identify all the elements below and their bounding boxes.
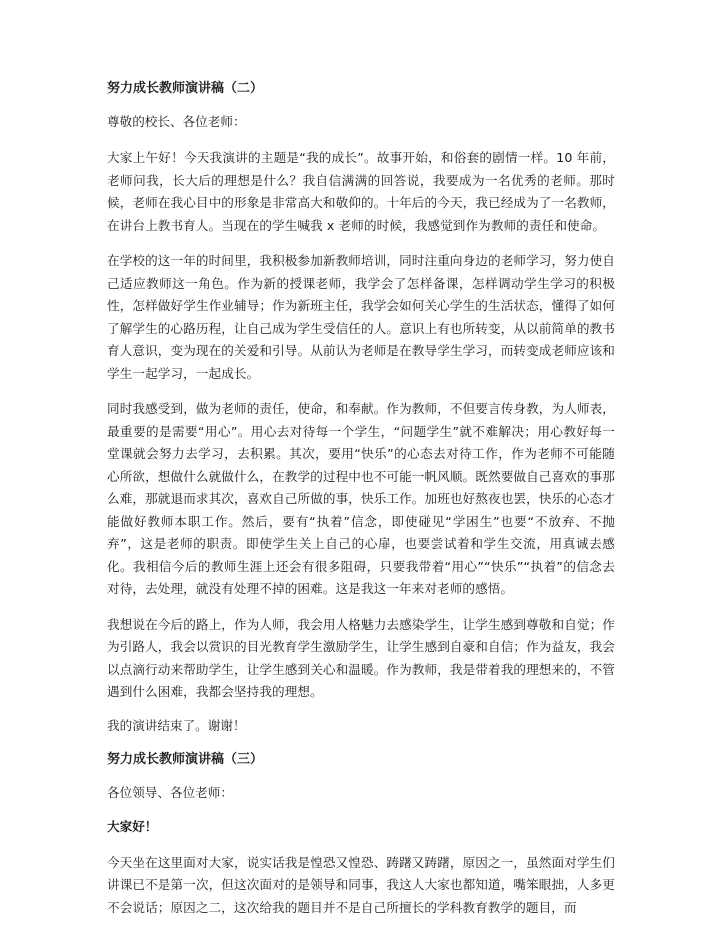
greeting-3: 各位领导、各位老师： xyxy=(107,784,233,800)
paragraph-3-1: 今天坐在这里面对大家，说实话我是惶恐又惶恐、踌躇又踌躇，原因之一，虽然面对学生们讲课已不是第一次，但这次面对的是领导和同事，我这人大家也都知道，嘴笨眼拙，人多更不会说话；原因之二，这次给我的题目并不是自己所擅长的学科教育教学的题目，而 xyxy=(107,854,615,915)
document-page xyxy=(107,80,615,932)
hello-3: 大家好！ xyxy=(107,818,158,834)
speech-title-3: 努力成长教师演讲稿（三） xyxy=(107,751,264,767)
paragraph-2-3: 同时我感受到，做为老师的责任，使命，和奉献。作为教师，不但要言传身教，为人师表，最重要的是需要“用心”。用心去对待每一个学生，“问题学生”就不难解决；用心教好每一堂课就会努力去学习，去积累。其次，要用“快乐”的心态去对待工作，作为老师不可能随心所欲，想做什么就做什么，在教学的过程中也不可能一帆风顺。既然要做自己喜欢的事那么难，那就退而求其次，喜欢自己所做的事，快乐工作。加班也好熬夜也罢，快乐的心态才能做好教师本职工作。然后，要有“执着”信念，即使碰见“学困生”也要“不放弃、不抛弃”，这是老师的职责。即使学生关上自己的心扉，也要尝试着和学生交流，用真诚去感化。我相信今后的教师生涯上还会有很多阻碍，只要我带着“用心”“快乐”“执着”的信念去对待，去处理，就没有处理不掉的困难。这是我这一年来对老师的感悟。 xyxy=(107,401,615,596)
greeting-2: 尊敬的校长、各位老师： xyxy=(107,114,246,129)
paragraph-2-4: 我想说在今后的路上，作为人师，我会用人格魅力去感染学生，让学生感到尊敬和自觉；作为引路人，我会以赏识的目光教育学生激励学生，让学生感到自豪和自信；作为益友，我会以点滴行动来帮助学生，让学生感到关心和温暖。作为教师，我是带着我的理想来的，不管遇到什么困难，我都会坚持我的理想。 xyxy=(107,616,615,699)
paragraph-2-2: 在学校的这一年的时间里，我积极参加新教师培训，同时注重向身边的老师学习，努力使自己适应教师这一角色。作为新的授课老师，我学会了怎样备课，怎样调动学生学习的积极性，怎样做好学生作业辅导；作为新班主任，我学会如何关心学生的生活状态，懂得了如何了解学生的心路历程，让自己成为学生受信任的人。意识上有也所转变，从以前简单的教书育人意识，变为现在的关爱和引导。从前认为老师是在教导学生学习，而转变成老师应该和学生一起学习，一起成长。 xyxy=(107,253,615,381)
speech-title-2: 努力成长教师演讲稿（二） xyxy=(107,81,264,96)
closing-2: 我的演讲结束了。谢谢！ xyxy=(107,717,246,733)
paragraph-2-1: 大家上午好！今天我演讲的主题是“我的成长”。故事开始，和俗套的剧情一样。10 年前，老师问我，长大后的理想是什么？我自信满满的回答说，我要成为一名优秀的老师。那时候，老师在我心目中的形象是非常高大和敬仰的。十年后的今天，我已经成为了一名教师，在讲台上教书育人。当现在的学生喊我 x 老师的时候，我感觉到作为教师的责任和使命。 xyxy=(107,150,615,233)
